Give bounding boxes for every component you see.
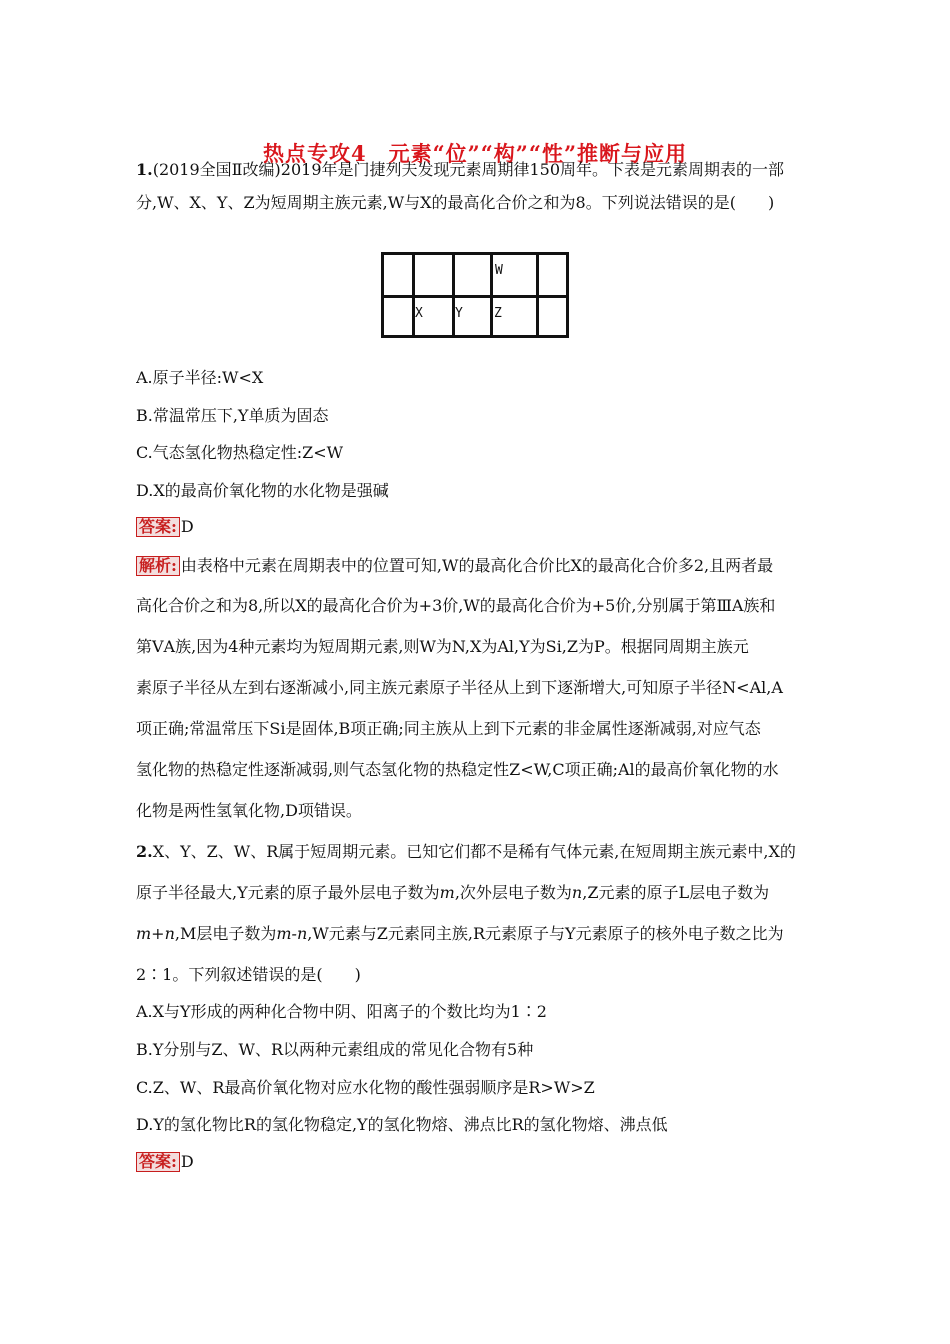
q2-stem-text-3b: ,M层电子数为 <box>174 924 277 943</box>
q2-stem-text-2a: 原子半径最大,Y元素的原子最外层电子数为 <box>136 883 440 902</box>
q1-option-c: C.气态氢化物热稳定性:Z<W <box>136 443 344 462</box>
q2-stem-text-2b: ,次外层电子数为 <box>454 883 572 902</box>
cell-w: W <box>495 263 503 278</box>
cell-y: Y <box>455 306 463 321</box>
q2-stem-line-4: 2∶1。下列叙述错误的是( ) <box>136 965 361 984</box>
q2-option-a: A.X与Y形成的两种化合物中阴、阳离子的个数比均为1∶2 <box>136 1002 547 1021</box>
q2-stem-line-1 <box>136 842 816 862</box>
var-m-plus-n: m+n <box>136 924 175 943</box>
q1-analysis-line-1 <box>136 556 816 576</box>
q2-answer-value: D <box>180 1152 194 1171</box>
var-n: n <box>571 883 583 902</box>
q1-analysis-line-3: 第ⅤA族,因为4种元素均为短周期元素,则W为N,X为Al,Y为Si,Z为P。根据同周期主族元 <box>136 637 749 656</box>
table-col-divider <box>412 255 415 335</box>
q1-analysis-text-1: 由表格中元素在周期表中的位置可知,W的最高化合价比X的最高化合价多2,且两者最 <box>180 556 774 575</box>
answer-tag: 答案: <box>136 1152 180 1172</box>
q1-analysis-line-2: 高化合价之和为8,所以X的最高化合价为+3价,W的最高化合价为+5价,分别属于第ⅢA族和 <box>136 596 776 615</box>
var-m-minus-n: m-n <box>276 924 308 943</box>
q2-stem-line-3 <box>136 924 816 944</box>
periodic-table-fragment <box>381 252 569 338</box>
analysis-tag: 解析: <box>136 556 180 576</box>
page-title: 热点专攻4 元素“位”“构”“性”推断与应用 <box>262 141 688 166</box>
q2-option-c: C.Z、W、R最高价氧化物对应水化物的酸性强弱顺序是R>W>Z <box>136 1078 595 1097</box>
q1-option-b: B.常温常压下,Y单质为固态 <box>136 406 329 425</box>
q1-answer <box>136 517 816 537</box>
q1-analysis-line-5: 项正确;常温常压下Si是固体,B项正确;同主族从上到下元素的非金属性逐渐减弱,对应气态 <box>136 719 761 738</box>
q2-stem-text-1: X、Y、Z、W、R属于短周期元素。已知它们都不是稀有气体元素,在短周期主族元素中,X的 <box>152 842 796 861</box>
q1-option-a: A.原子半径:W<X <box>136 368 264 387</box>
q1-option-d: D.X的最高价氧化物的水化物是强碱 <box>136 481 389 500</box>
q1-stem-text-1: (2019全国Ⅱ改编)2019年是门捷列夫发现元素周期律150周年。下表是元素周期表的一部 <box>152 160 785 179</box>
table-col-divider <box>490 255 493 335</box>
q1-analysis-line-7: 化物是两性氢氧化物,D项错误。 <box>136 801 362 820</box>
q1-analysis-line-6: 氢化物的热稳定性逐渐减弱,则气态氢化物的热稳定性Z<W,C项正确;Al的最高价氧化物的水 <box>136 760 779 779</box>
q2-stem-text-3c: ,W元素与Z元素同主族,R元素原子与Y元素原子的核外电子数之比为 <box>307 924 784 943</box>
var-m: m <box>439 883 455 902</box>
q2-option-d: D.Y的氢化物比R的氢化物稳定,Y的氢化物熔、沸点比R的氢化物熔、沸点低 <box>136 1115 668 1134</box>
table-col-divider <box>452 255 455 335</box>
q2-number: 2. <box>136 842 153 861</box>
q2-option-b: B.Y分别与Z、W、R以两种元素组成的常见化合物有5种 <box>136 1040 534 1059</box>
table-col-divider <box>536 255 539 335</box>
q1-stem-line-2: 分,W、X、Y、Z为短周期主族元素,W与X的最高化合价之和为8。下列说法错误的是( ) <box>136 193 775 212</box>
q2-stem-text-2c: ,Z元素的原子L层电子数为 <box>582 883 770 902</box>
answer-tag: 答案: <box>136 517 180 537</box>
q2-stem-line-2 <box>136 883 816 903</box>
q1-stem-line-1 <box>136 160 816 180</box>
cell-z: Z <box>494 306 502 321</box>
q1-analysis-line-4: 素原子半径从左到右逐渐减小,同主族元素原子半径从上到下逐渐增大,可知原子半径N<Al,A <box>136 678 783 697</box>
cell-x: X <box>415 306 423 321</box>
q2-answer <box>136 1152 816 1172</box>
q1-answer-value: D <box>180 517 194 536</box>
q1-number: 1. <box>136 160 153 179</box>
